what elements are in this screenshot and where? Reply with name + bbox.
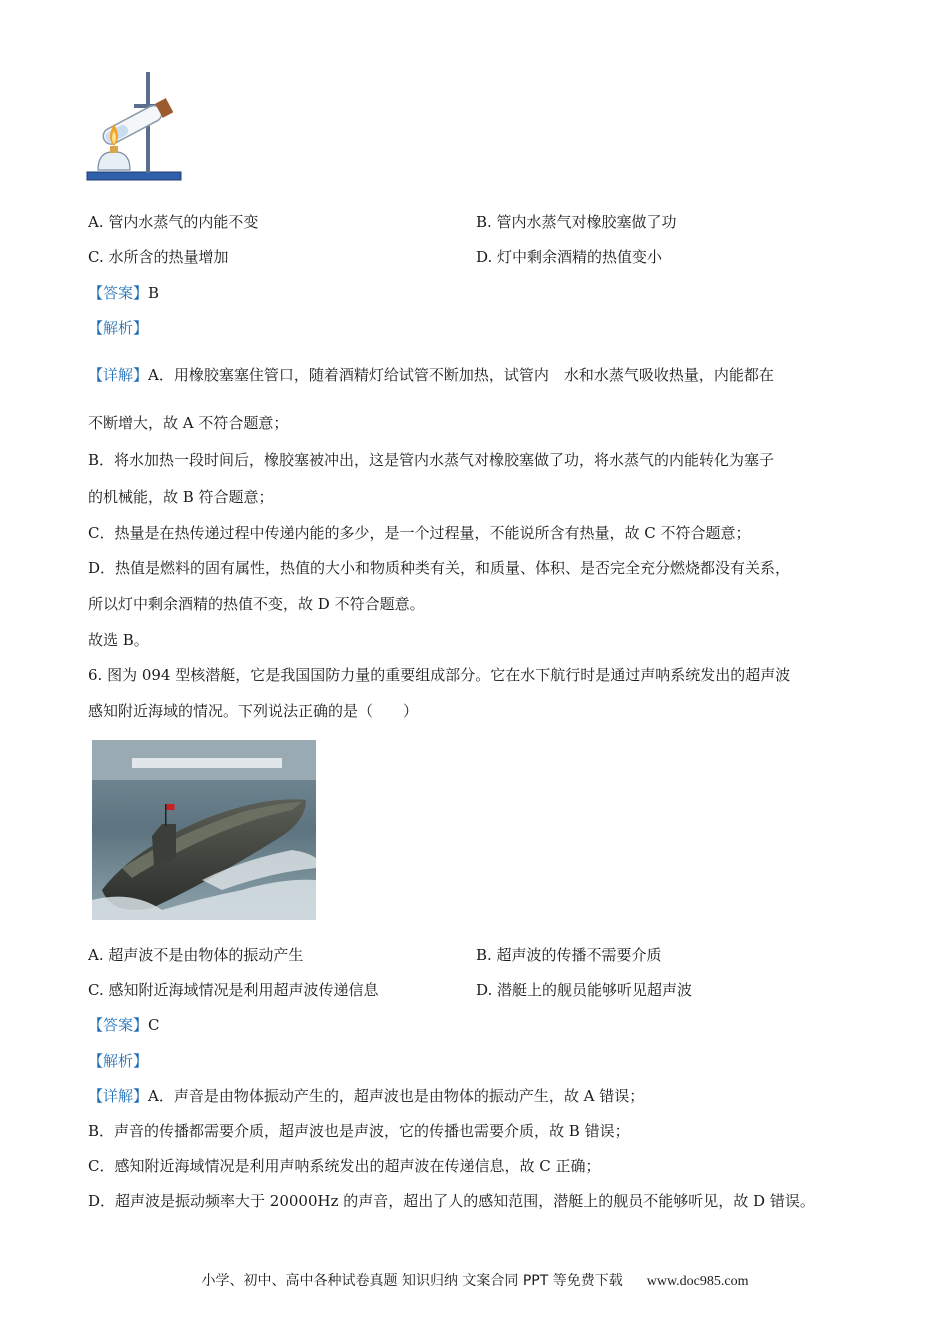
page-footer	[0, 1270, 950, 1290]
q6-option-b: B. 超声波的传播不需要介质	[476, 946, 662, 964]
detail-tag: 【详解】	[88, 1087, 149, 1105]
answer-value: B	[148, 284, 160, 302]
q5-option-a: A. 管内水蒸气的内能不变	[88, 213, 259, 231]
analysis-tag: 【解析】	[88, 319, 149, 337]
analysis-tag: 【解析】	[88, 1052, 149, 1070]
q6-detail-b: B．声音的传播都需要介质，超声波也是声波，它的传播也需要介质，故 B 错误；	[88, 1122, 630, 1140]
q6-option-d: D. 潜艇上的舰员能够听见超声波	[476, 981, 693, 999]
q5-conclusion: 故选 B。	[88, 631, 149, 649]
detail-text: A．用橡胶塞塞住管口，随着酒精灯给试管不断加热，试管内 水和水蒸气吸收热量，内能都在	[148, 366, 774, 384]
q5-detail-a-line2: 不断增大，故 A 不符合题意；	[88, 414, 289, 432]
q5-detail-c: C．热量是在热传递过程中传递内能的多少，是一个过程量，不能说所含有热量，故 C 不符合题意；	[88, 524, 751, 542]
submarine-photo	[92, 740, 316, 920]
q6-answer	[88, 1014, 160, 1035]
detail-tag: 【详解】	[88, 366, 149, 384]
q6-detail-d: D．超声波是振动频率大于 20000Hz 的声音，超出了人的感知范围，潜艇上的舰员不能够听见，故 D 错误。	[88, 1192, 815, 1210]
q5-option-c: C. 水所含的热量增加	[88, 248, 229, 266]
q5-detail-b-line1: B．将水加热一段时间后，橡胶塞被冲出，这是管内水蒸气对橡胶塞做了功，将水蒸气的内能转化为塞子	[88, 451, 775, 469]
q6-option-a: A. 超声波不是由物体的振动产生	[88, 946, 304, 964]
test-tube-heating-figure	[84, 68, 184, 184]
q6-stem-line2: 感知附近海域的情况。下列说法正确的是（ ）	[88, 702, 419, 720]
q5-detail-d-line2: 所以灯中剩余酒精的热值不变，故 D 不符合题意。	[88, 595, 425, 613]
answer-value: C	[148, 1016, 160, 1034]
q5-option-d: D. 灯中剩余酒精的热值变小	[476, 248, 663, 266]
q6-analysis-heading	[88, 1050, 148, 1071]
q5-detail-b-line2: 的机械能，故 B 符合题意；	[88, 488, 274, 506]
q6-detail-c: C．感知附近海域情况是利用声呐系统发出的超声波在传递信息，故 C 正确；	[88, 1157, 601, 1175]
q5-analysis-heading	[88, 317, 148, 338]
footer-text: 小学、初中、高中各种试卷真题 知识归纳 文案合同 PPT 等免费下载	[201, 1273, 623, 1289]
q6-detail-a	[88, 1085, 644, 1106]
q5-option-b: B. 管内水蒸气对橡胶塞做了功	[476, 213, 677, 231]
q6-option-c: C. 感知附近海域情况是利用超声波传递信息	[88, 981, 379, 999]
answer-tag: 【答案】	[88, 1016, 149, 1034]
detail-text: A．声音是由物体振动产生的，超声波也是由物体的振动产生，故 A 错误；	[148, 1087, 645, 1105]
q5-answer	[88, 282, 159, 303]
footer-url[interactable]: www.doc985.com	[646, 1274, 749, 1289]
answer-tag: 【答案】	[88, 284, 149, 302]
q5-detail-d-line1: D．热值是燃料的固有属性，热值的大小和物质种类有关，和质量、体积、是否完全充分燃烧都没有关系，	[88, 559, 791, 577]
q6-stem-line1: 6. 图为 094 型核潜艇，它是我国国防力量的重要组成部分。它在水下航行时是通过声呐系统发出的超声波	[88, 666, 791, 684]
q5-detail-a-line1	[88, 364, 774, 385]
